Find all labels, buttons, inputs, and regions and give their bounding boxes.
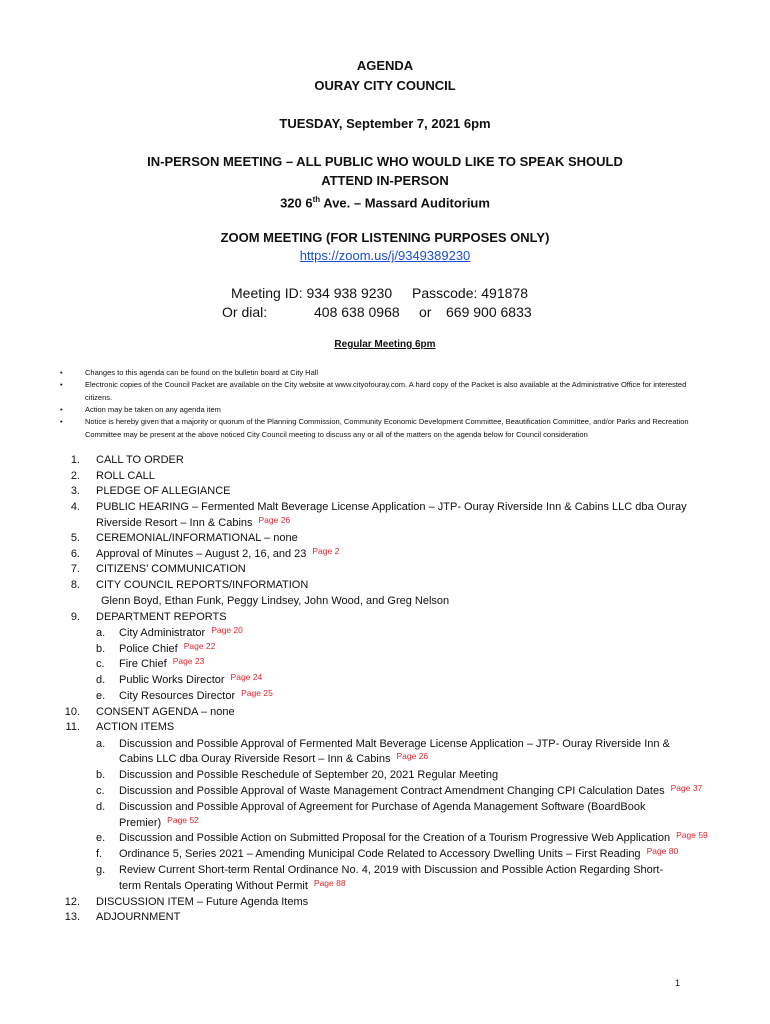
agenda-subitem-continued: Cabins LLC dba Ouray Riverside Resort – Inn & Cabins $^{Page 26}$ <box>119 751 429 765</box>
dial-or: or <box>419 304 432 320</box>
bullet-icon: • <box>60 380 63 389</box>
dial-number-1: 408 638 0968 <box>314 304 400 320</box>
dial-label: Or dial: <box>222 304 268 320</box>
in-person-notice-line2: ATTEND IN-PERSON <box>321 173 449 188</box>
bullet-icon: • <box>60 405 63 414</box>
agenda-title: AGENDA <box>356 58 414 73</box>
page-reference[interactable]: Page 22 <box>183 641 216 651</box>
agenda-subitem-continued: term Rentals Operating Without Permit $^{Page 88}$ <box>119 878 346 892</box>
meeting-date: TUESDAY, September 7, 2021 6pm <box>279 116 491 131</box>
zoom-link-row <box>0 247 770 265</box>
page-reference[interactable]: Page 80 <box>646 846 679 856</box>
page-reference[interactable]: Page 37 <box>670 783 703 793</box>
page-reference[interactable]: Page 2 <box>312 546 340 556</box>
notice-text: Notice is hereby given that a majority or quorum of the Planning Commission, Community Economic Development Committee, Beautification Committee, and/or Parks and Recreation Committee may be present at the above noticed City Council meeting to discuss any or all of the matters on the agenda below for Council consideration <box>85 417 689 439</box>
bullet-icon: • <box>60 417 63 426</box>
council-members: Glenn Boyd, Ethan Funk, Peggy Lindsey, John Wood, and Greg Nelson <box>101 595 450 607</box>
page-reference[interactable]: Page 25 <box>241 688 273 698</box>
council-title: OURAY CITY COUNCIL <box>314 78 456 93</box>
regular-meeting-heading: Regular Meeting 6pm <box>334 339 436 350</box>
page-reference[interactable]: Page 59 <box>676 830 708 840</box>
dial-number-2: 669 900 6833 <box>446 304 532 320</box>
page-reference[interactable]: Page 23 <box>172 656 205 666</box>
agenda-subitem-continued: Premier) $^{Page 52}$ <box>119 815 199 829</box>
meeting-id: Meeting ID: 934 938 9230 <box>231 285 393 301</box>
notice-item <box>60 416 720 442</box>
zoom-title: ZOOM MEETING (FOR LISTENING PURPOSES ONLY) <box>220 230 550 245</box>
notice-text: Electronic copies of the Council Packet are available on the City website at www.cityofouray.com. A hard copy of the Packet is also available at the Administrative Office for interested citizens. <box>85 380 687 402</box>
in-person-notice-line1: IN-PERSON MEETING – ALL PUBLIC WHO WOULD LIKE TO SPEAK SHOULD <box>147 154 623 169</box>
page-reference[interactable]: Page 88 <box>313 878 346 888</box>
page-reference[interactable]: Page 26 <box>258 515 291 525</box>
zoom-link[interactable]: https://zoom.us/j/9349389230 <box>299 248 471 263</box>
page-reference[interactable]: Page 24 <box>230 672 263 682</box>
page-reference[interactable]: Page 20 <box>211 625 243 635</box>
agenda-item-continued: Riverside Resort – Inn & Cabins $^{Page 26}$ <box>96 515 291 529</box>
notice-text: Action may be taken on any agenda item <box>85 405 221 414</box>
page-number: 1 <box>675 978 681 988</box>
page-reference[interactable]: Page 52 <box>167 815 199 825</box>
bullet-icon: • <box>60 368 63 377</box>
notice-item <box>60 379 720 405</box>
meeting-passcode: Passcode: 491878 <box>412 285 528 301</box>
meeting-address: 320 6th Ave. – Massard Auditorium <box>280 195 490 211</box>
page-reference[interactable]: Page 26 <box>396 751 429 761</box>
notice-text: Changes to this agenda can be found on the bulletin board at City Hall <box>85 368 319 377</box>
